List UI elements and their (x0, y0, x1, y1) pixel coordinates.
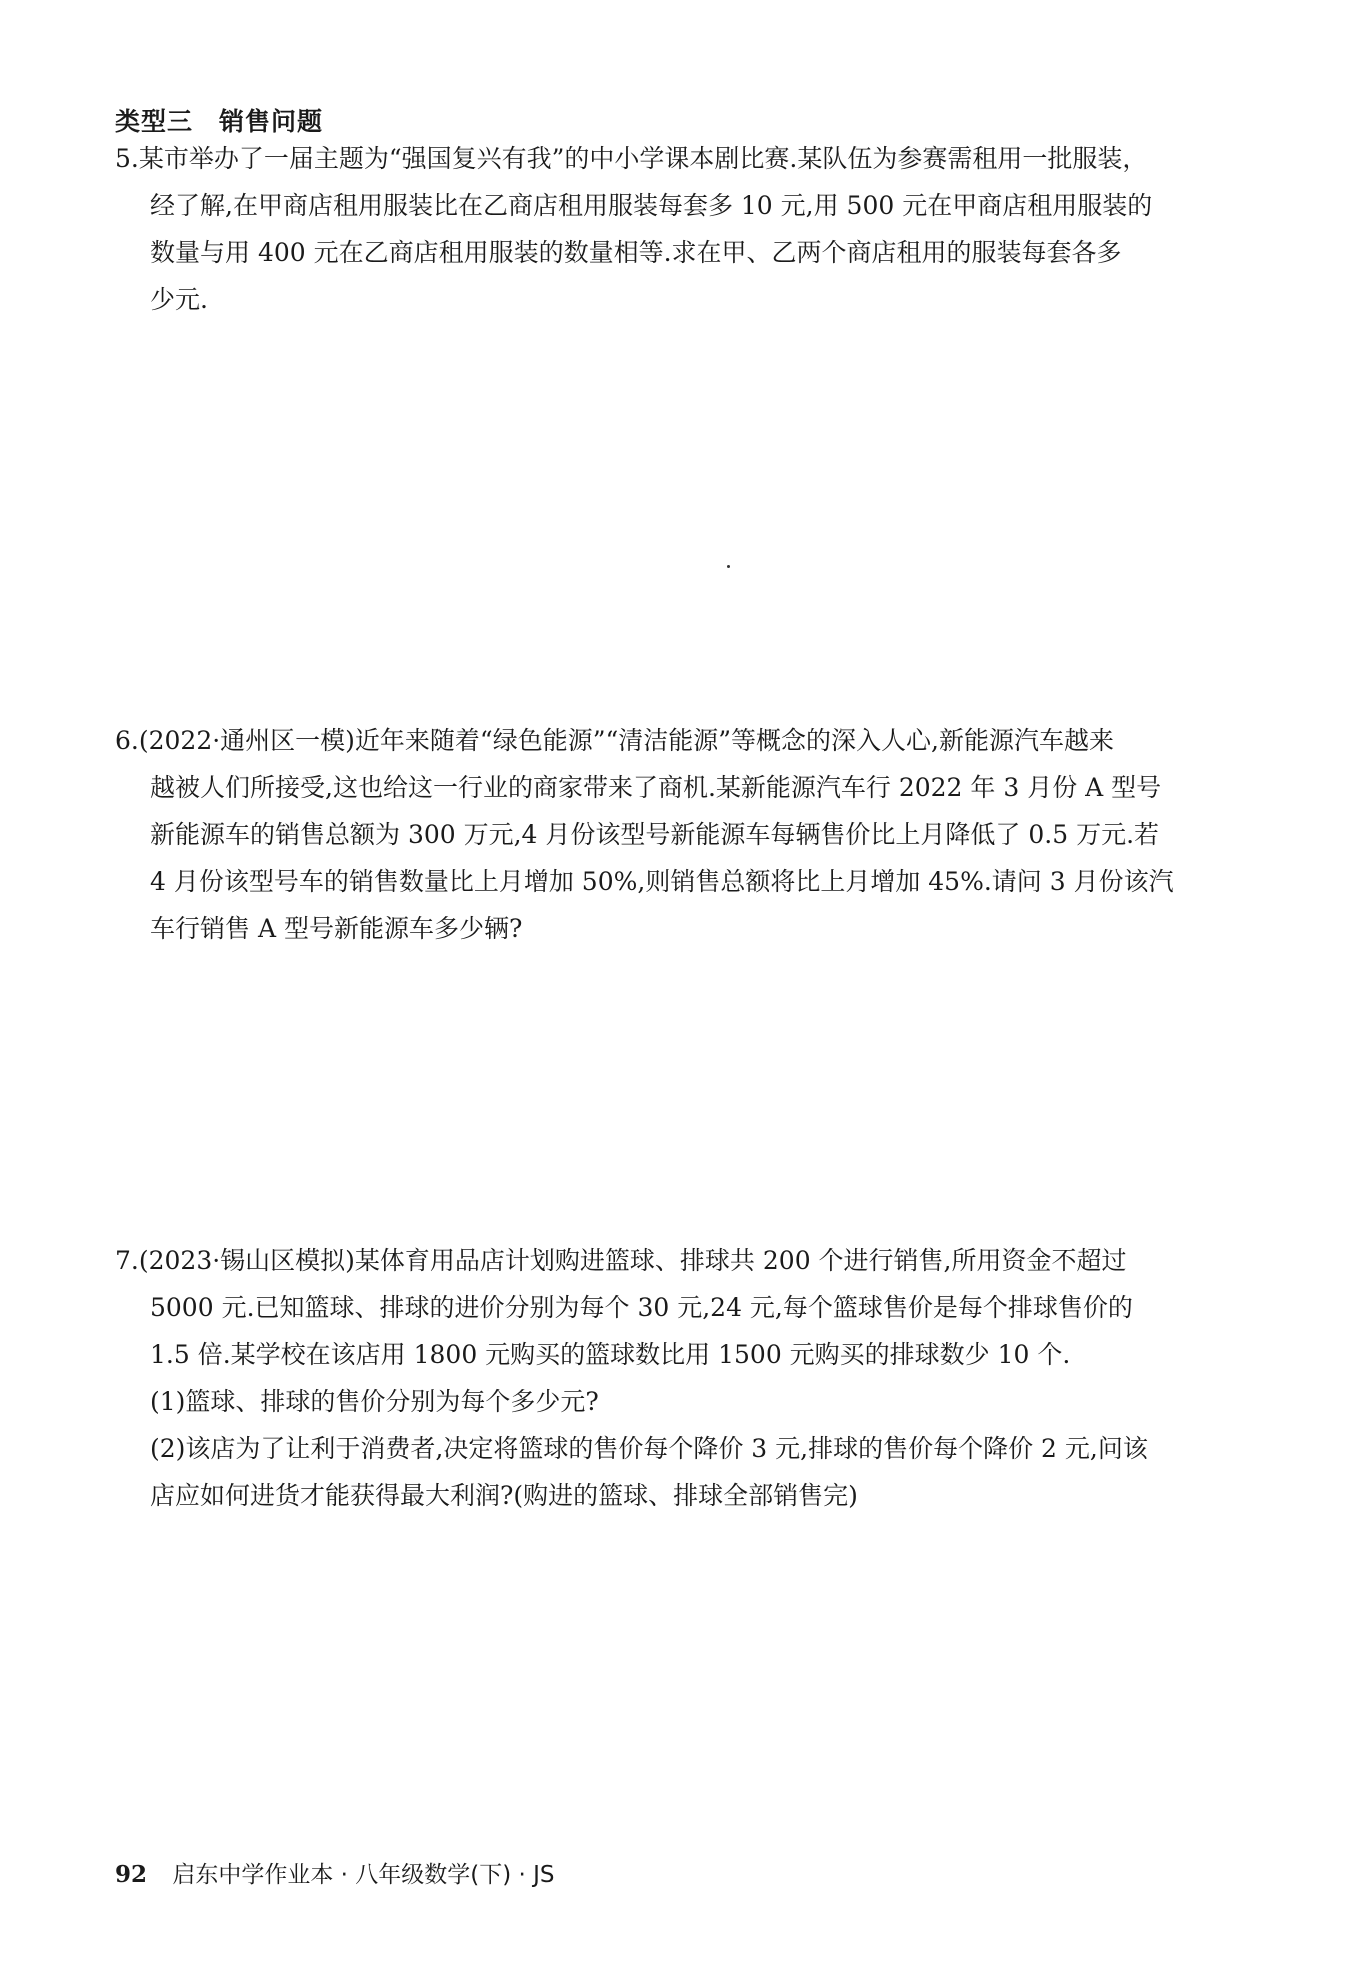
problem-7-subquestion-1: (1)篮球、排球的售价分别为每个多少元? (150, 1387, 599, 1416)
problem-6-line-4: 4 月份该型号车的销售数量比上月增加 50%,则销售总额将比上月增加 45%.请问 3 月份该汽 (150, 867, 1174, 896)
page-footer (115, 1856, 555, 1889)
problem-6-line-3: 新能源车的销售总额为 300 万元,4 月份该型号新能源车每辆售价比上月降低了 0.5 万元.若 (150, 820, 1160, 849)
problem-7-subquestion-2-cont: 店应如何进货才能获得最大利润?(购进的篮球、排球全部销售完) (150, 1481, 858, 1510)
section-title: 类型三 销售问题 (115, 107, 324, 136)
problem-5-line-4: 少元. (150, 285, 208, 314)
problem-6-line-2: 越被人们所接受,这也给这一行业的商家带来了商机.某新能源汽车行 2022 年 3 月份 A 型号 (150, 773, 1162, 802)
problem-7-line-1: 7.(2023·锡山区模拟)某体育用品店计划购进篮球、排球共 200 个进行销售,所用资金不超过 (115, 1246, 1127, 1275)
problem-5-line-2: 经了解,在甲商店租用服装比在乙商店租用服装每套多 10 元,用 500 元在甲商店租用服装的 (150, 191, 1153, 220)
stray-dot-mark (727, 565, 730, 568)
problem-6-line-1: 6.(2022·通州区一模)近年来随着“绿色能源”“清洁能源”等概念的深入人心,新能源汽车越来 (115, 726, 1115, 755)
problem-6 (115, 717, 1265, 952)
problem-7 (115, 1237, 1265, 1519)
problem-6-line-5: 车行销售 A 型号新能源车多少辆? (150, 914, 523, 943)
problem-7-line-3: 1.5 倍.某学校在该店用 1800 元购买的篮球数比用 1500 元购买的排球数少 10 个. (150, 1340, 1071, 1369)
page-number: 92 (115, 1861, 148, 1888)
problem-7-line-2: 5000 元.已知篮球、排球的进价分别为每个 30 元,24 元,每个篮球售价是每个排球售价的 (150, 1293, 1133, 1322)
problem-5-line-1: 5.某市举办了一届主题为“强国复兴有我”的中小学课本剧比赛.某队伍为参赛需租用一批服装， (115, 144, 1148, 173)
problem-7-subquestion-2: (2)该店为了让利于消费者,决定将篮球的售价每个降价 3 元,排球的售价每个降价 2 元,问该 (150, 1434, 1148, 1463)
book-title: 启东中学作业本 · 八年级数学(下) · JS (172, 1862, 555, 1888)
problem-5 (115, 135, 1265, 323)
problem-5-line-3: 数量与用 400 元在乙商店租用服装的数量相等.求在甲、乙两个商店租用的服装每套各多 (150, 238, 1122, 267)
